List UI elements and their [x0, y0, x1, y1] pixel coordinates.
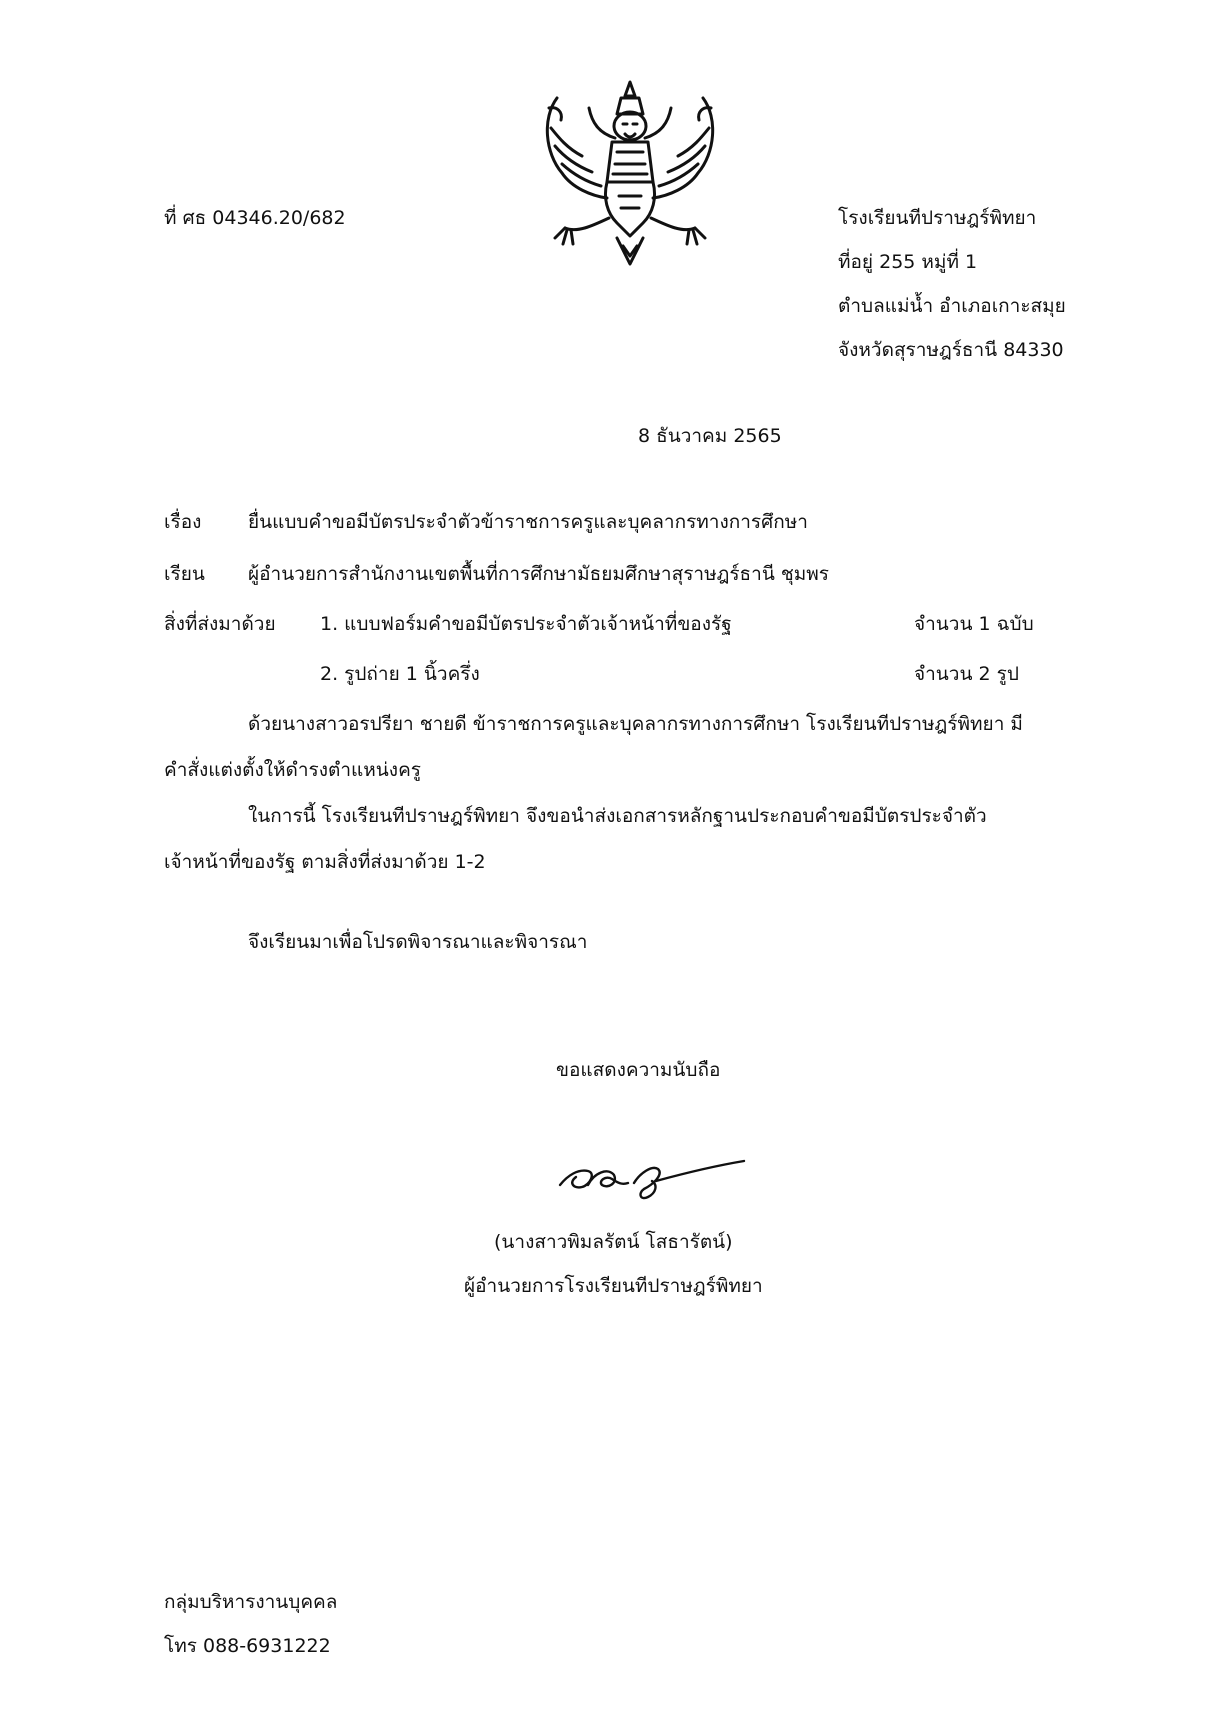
enclosure-item-1-qty: จำนวน 1 ฉบับ [914, 613, 1034, 635]
signature-icon [548, 1145, 758, 1205]
body-paragraph-1-line-1: ด้วยนางสาวอรปรียา ชายดี ข้าราชการครูและบุคลากรทางการศึกษา โรงเรียนทีปราษฎร์พิทยา มี [248, 713, 1023, 735]
recipient-text: ผู้อำนวยการสำนักงานเขตพื้นที่การศึกษามัธยมศึกษาสุราษฎร์ธานี ชุมพร [248, 563, 830, 585]
closing-request: จึงเรียนมาเพื่อโปรดพิจารณาและพิจารณา [248, 931, 588, 953]
subject-text: ยื่นแบบคำขอมีบัตรประจำตัวข้าราชการครูและบุคลากรทางการศึกษา [248, 511, 808, 533]
reference-number: ที่ ศธ 04346.20/682 [164, 207, 346, 229]
letter-date: 8 ธันวาคม 2565 [638, 425, 782, 447]
enclosure-item-2-qty: จำนวน 2 รูป [914, 663, 1019, 685]
sender-address-line-1: ที่อยู่ 255 หมู่ที่ 1 [838, 251, 978, 273]
enclosures-label: สิ่งที่ส่งมาด้วย [164, 613, 276, 635]
sender-name: โรงเรียนทีปราษฎร์พิทยา [838, 207, 1037, 229]
enclosure-item-2: 2. รูปถ่าย 1 นิ้วครึ่ง [320, 663, 480, 685]
footer-department: กลุ่มบริหารงานบุคคล [164, 1591, 338, 1613]
salutation: ขอแสดงความนับถือ [556, 1059, 721, 1081]
body-paragraph-2-line-1: ในการนี้ โรงเรียนทีปราษฎร์พิทยา จึงขอนำส่งเอกสารหลักฐานประกอบคำขอมีบัตรประจำตัว [248, 805, 987, 827]
signer-name: (นางสาวพิมลรัตน์ โสธารัตน์) [494, 1231, 733, 1253]
body-paragraph-1-line-2: คำสั่งแต่งตั้งให้ดำรงตำแหน่งครู [164, 759, 421, 781]
sender-address-line-3: จังหวัดสุราษฎร์ธานี 84330 [838, 339, 1064, 361]
recipient-label: เรียน [164, 563, 205, 585]
body-paragraph-2-line-2: เจ้าหน้าที่ของรัฐ ตามสิ่งที่ส่งมาด้วย 1-2 [164, 851, 486, 873]
sender-address-line-2: ตำบลแม่น้ำ อำเภอเกาะสมุย [838, 295, 1066, 317]
signer-position: ผู้อำนวยการโรงเรียนทีปราษฎร์พิทยา [464, 1275, 763, 1297]
garuda-emblem-icon [537, 78, 723, 268]
enclosure-item-1: 1. แบบฟอร์มคำขอมีบัตรประจำตัวเจ้าหน้าที่ของรัฐ [320, 613, 732, 635]
subject-label: เรื่อง [164, 511, 202, 533]
footer-phone: โทร 088-6931222 [164, 1635, 331, 1657]
